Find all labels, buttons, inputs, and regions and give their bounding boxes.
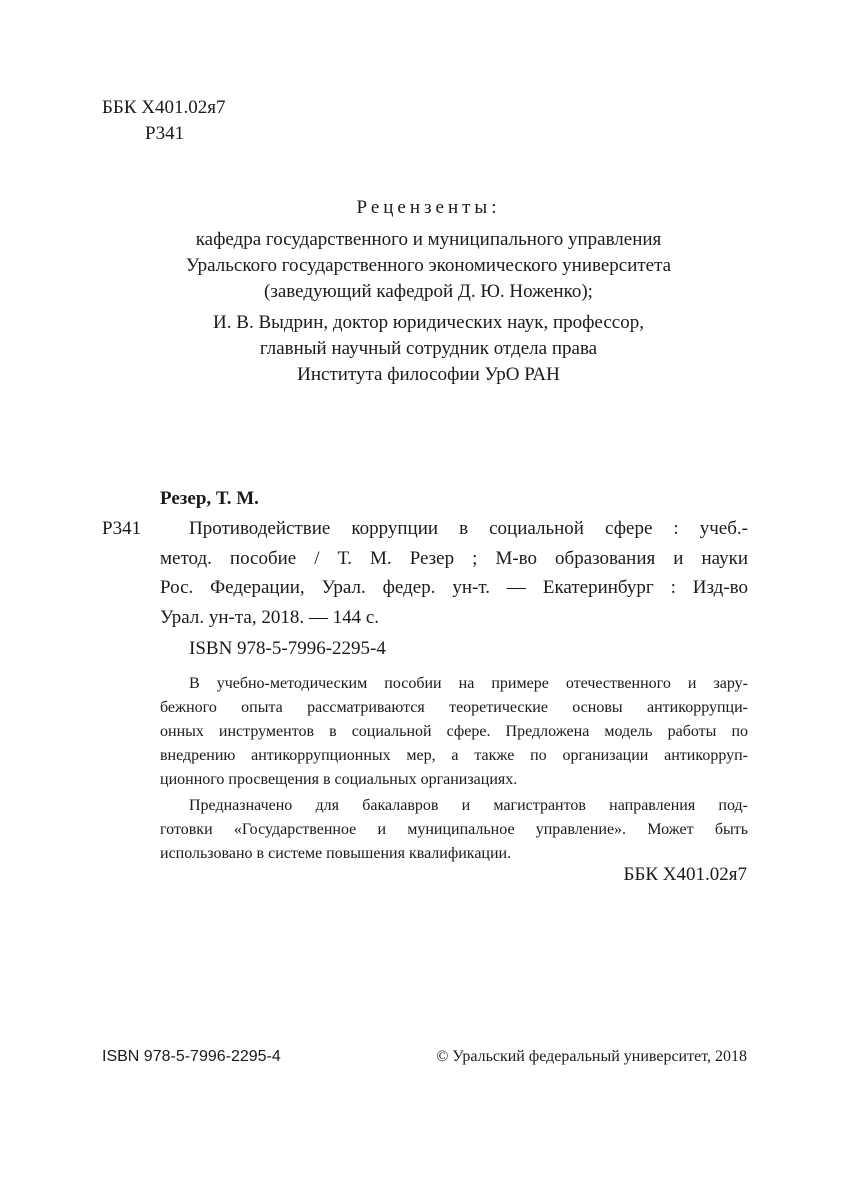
bbk-classification-bottom: ББК Х401.02я7 — [623, 864, 747, 885]
citation-line: Противодействие коррупции в социальной сфере : учеб.- — [189, 518, 748, 539]
annotation — [160, 672, 748, 866]
annotation-line: ционного просвещения в социальных организациях. — [160, 771, 518, 788]
catalog-code: Р341 — [102, 518, 142, 539]
footer-isbn: ISBN 978-5-7996-2295-4 — [102, 1048, 281, 1065]
annotation-line: внедрению антикоррупционных мер, а также по организации антикорруп- — [160, 747, 748, 764]
reviewer-1-line: Уральского государственного экономического университета — [185, 255, 672, 276]
citation-line: Рос. Федерации, Урал. федер. ун-т. — Екатеринбург : Изд-во — [160, 577, 748, 598]
author-code: Р341 — [145, 123, 185, 144]
annotation-line: использовано в системе повышения квалификации. — [160, 845, 512, 862]
footer-copyright: © Уральский федеральный университет, 2018 — [436, 1048, 747, 1065]
reviewer-1 — [0, 227, 857, 305]
reviewer-2-line: главный научный сотрудник отдела права — [259, 338, 598, 359]
reviewer-2-line: Института философии УрО РАН — [297, 364, 560, 385]
annotation-line: Предназначено для бакалавров и магистрантов направления под- — [189, 797, 748, 814]
catalog-isbn: ISBN 978-5-7996-2295-4 — [189, 638, 386, 659]
bbk-classification: ББК Х401.02я7 — [102, 97, 226, 118]
annotation-line: онных инструментов в социальной сфере. Предложена модель работы по — [160, 723, 748, 740]
reviewer-2 — [0, 310, 857, 388]
catalog-author: Резер, Т. М. — [160, 488, 259, 509]
annotation-line: готовки «Государственное и муниципальное управление». Может быть — [160, 821, 748, 838]
bibliographic-citation — [160, 514, 748, 632]
reviewers-heading: Рецензенты: — [356, 197, 501, 218]
citation-line: метод. пособие / Т. М. Резер ; М-во образования и науки — [160, 547, 748, 569]
citation-line: Урал. ун-та, 2018. — 144 с. — [160, 606, 380, 628]
reviewer-1-line: кафедра государственного и муниципального управления — [195, 229, 662, 250]
annotation-line: бежного опыта рассматриваются теоретические основы антикоррупци- — [160, 699, 748, 716]
reviewer-1-line: (заведующий кафедрой Д. Ю. Ноженко); — [264, 281, 593, 302]
reviewer-2-line: И. В. Выдрин, доктор юридических наук, профессор, — [213, 312, 644, 333]
annotation-line: В учебно-методическим пособии на примере отечественного и зару- — [189, 675, 748, 692]
